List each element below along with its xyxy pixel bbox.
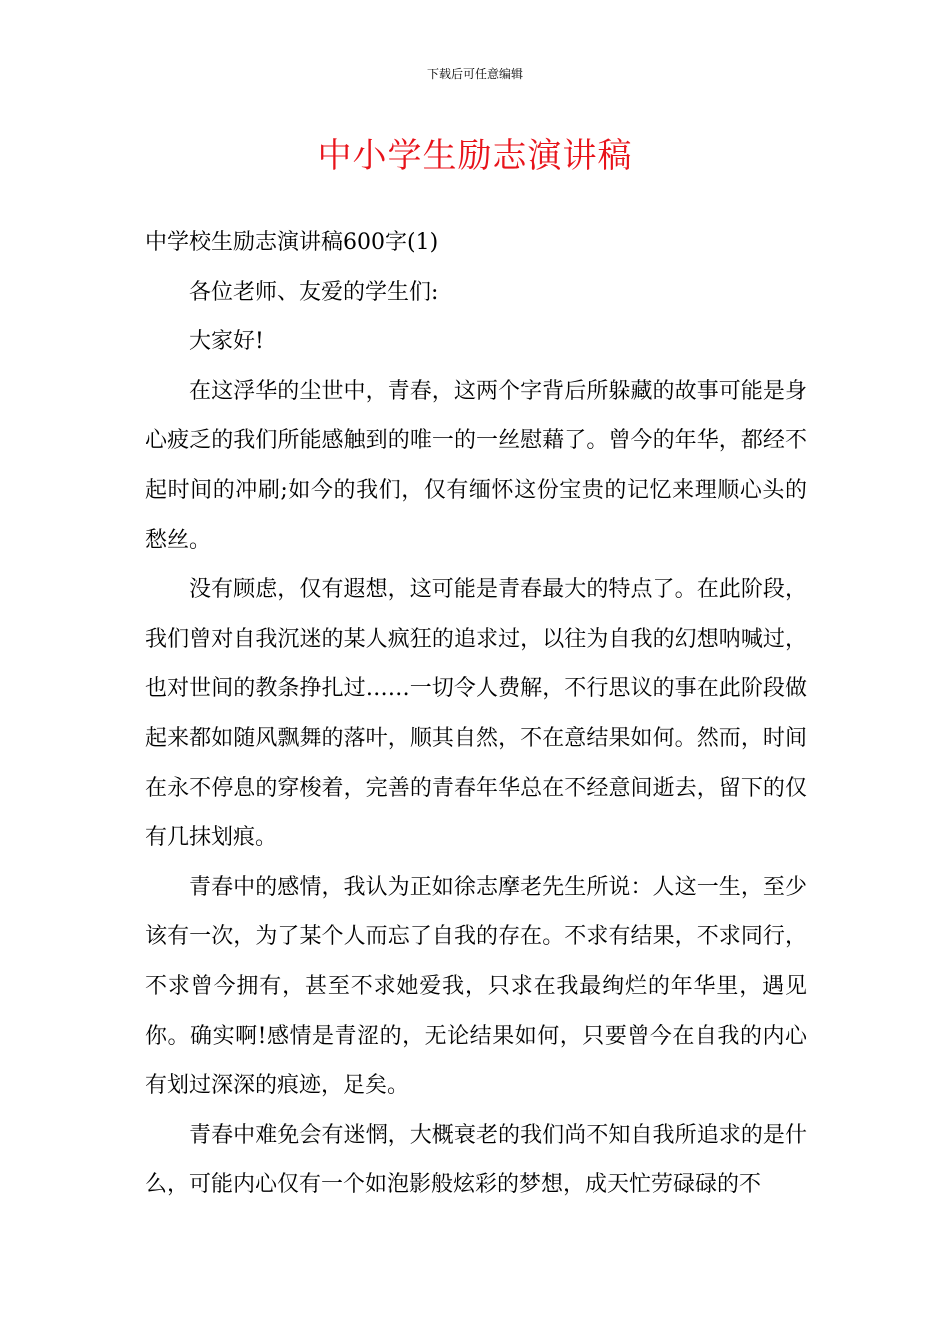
body-paragraph: 青春中难免会有迷惘，大概衰老的我们尚不知自我所追求的是什么，可能内心仅有一个如泡影般炫彩的梦想，成天忙劳碌碌的不 <box>145 1122 807 1198</box>
header-note: 下载后可任意编辑 <box>426 67 523 81</box>
body-paragraph: 青春中的感情，我认为正如徐志摩老先生所说：人这一生，至少该有一次，为了某个人而忘了自我的存在。不求有结果，不求同行，不求曾今拥有，甚至不求她爱我，只求在我最绚烂的年华里，遇见你。确实啊!感情是青涩的，无论结果如何，只要曾今在自我的内心有划过深深的痕迹，足矣。 <box>145 874 807 1099</box>
section-heading: 中学校生励志演讲稿600字(1) <box>145 230 439 255</box>
document-body <box>145 218 807 1210</box>
body-paragraph: 在这浮华的尘世中，青春，这两个字背后所躲藏的故事可能是身心疲乏的我们所能感触到的唯一的一丝慰藉了。曾今的年华，都经不起时间的冲刷;如今的我们，仅有缅怀这份宝贵的记忆来理顺心头的愁丝。 <box>145 378 807 553</box>
document-title: 中小学生励志演讲稿 <box>317 136 633 176</box>
salutation-paragraph: 各位老师、友爱的学生们: <box>189 279 439 305</box>
greeting-paragraph: 大家好! <box>189 329 264 355</box>
body-paragraph: 没有顾虑，仅有遐想，这可能是青春最大的特点了。在此阶段，我们曾对自我沉迷的某人疯狂的追求过，以往为自我的幻想呐喊过，也对世间的教条挣扎过……一切令人费解，不行思议的事在此阶段做起来都如随风飘舞的落叶，顺其自然，不在意结果如何。然而，时间在永不停息的穿梭着，完善的青春年华总在不经意间逝去，留下的仅有几抹划痕。 <box>145 577 807 851</box>
